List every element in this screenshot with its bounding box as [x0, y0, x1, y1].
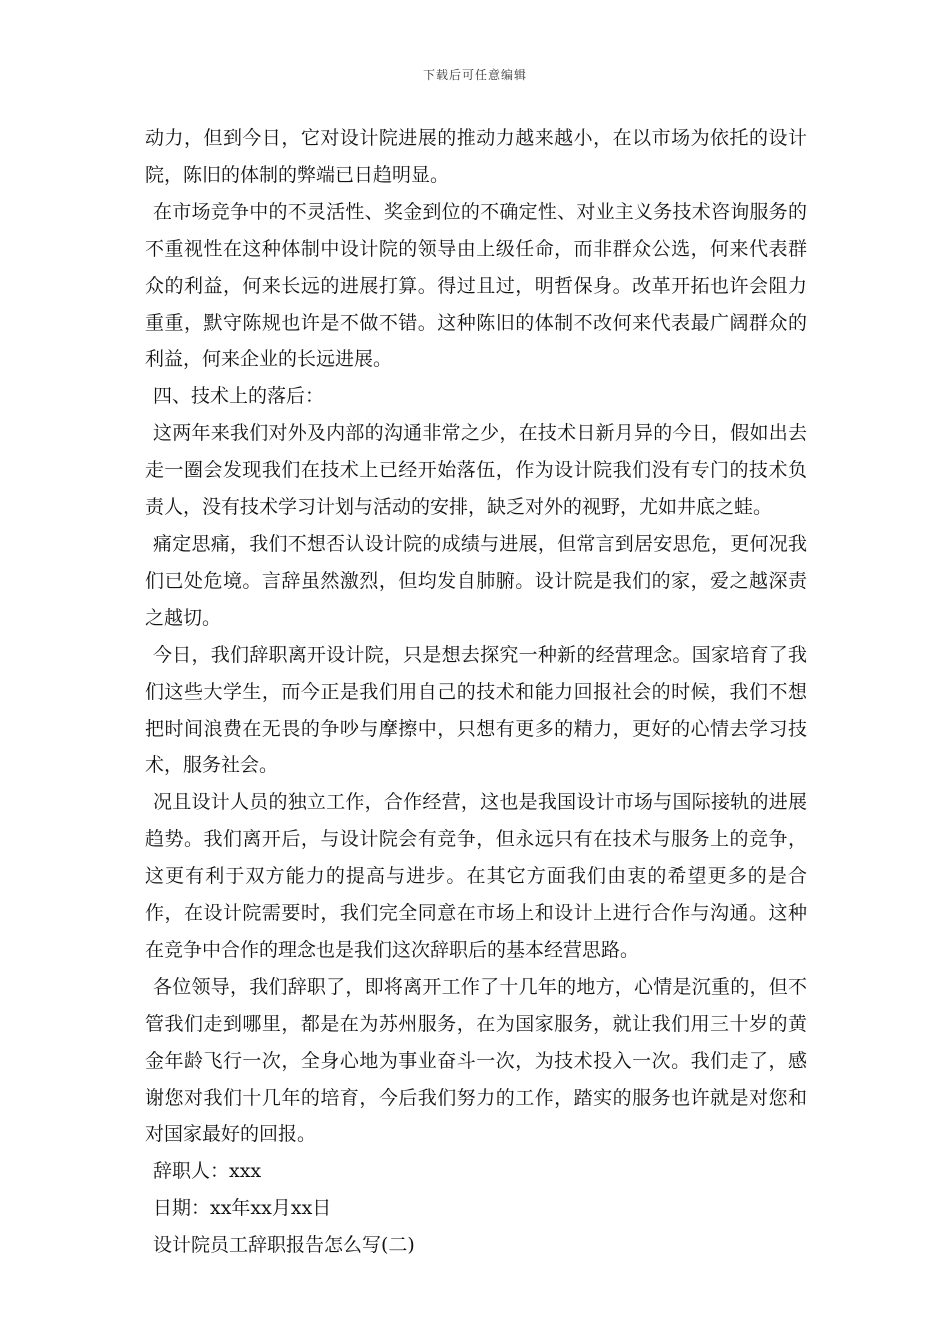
- signature-line: 辞职人：xxx: [153, 1160, 262, 1183]
- paragraph: 在市场竞争中的不灵活性、奖金到位的不确定性、对业主义务技术咨询服务的不重视性在这种体制中设计院的领导由上级任命，而非群众公选，何来代表群众的利益，何来长远的进展打算。得过且过，明哲保身。改革开拓也许会阻力重重，默守陈规也许是不做不错。这种陈旧的体制不改何来代表最广阔群众的利益，何来企业的长远进展。: [145, 200, 807, 371]
- paragraph: 今日，我们辞职离开设计院，只是想去探究一种新的经营理念。国家培育了我们这些大学生，而今正是我们用自己的技术和能力回报社会的时候，我们不想把时间浪费在无畏的争吵与摩擦中，只想有更多的精力，更好的心情去学习技术，服务社会。: [145, 643, 807, 777]
- document-body: [145, 120, 807, 1264]
- paragraph: 这两年来我们对外及内部的沟通非常之少，在技术日新月异的今日，假如出去走一圈会发现我们在技术上已经开始落伍，作为设计院我们没有专门的技术负责人，没有技术学习计划与活动的安排，缺乏对外的视野，尤如井底之蛙。: [145, 422, 807, 519]
- paragraph-continuation: 动力，但到今日，它对设计院进展的推动力越来越小，在以市场为依托的设计院，陈旧的体制的弊端已日趋明显。: [145, 127, 807, 186]
- paragraph: 各位领导，我们辞职了，即将离开工作了十几年的地方，心情是沉重的，但不管我们走到哪里，都是在为苏州服务，在为国家服务，就让我们用三十岁的黄金年龄飞行一次，全身心地为事业奋斗一次，为技术投入一次。我们走了，感谢您对我们十几年的培育，今后我们努力的工作，踏实的服务也许就是对您和对国家最好的回报。: [145, 975, 807, 1146]
- paragraph: 况且设计人员的独立工作，合作经营，这也是我国设计市场与国际接轨的进展趋势。我们离开后，与设计院会有竞争，但永远只有在技术与服务上的竞争，这更有利于双方能力的提高与进步。在其它方面我们由衷的希望更多的是合作，在设计院需要时，我们完全同意在市场上和设计上进行合作与沟通。这种在竞争中合作的理念也是我们这次辞职后的基本经营思路。: [145, 791, 807, 961]
- paragraph: 痛定思痛，我们不想否认设计院的成绩与进展，但常言到居安思危，更何况我们已处危境。言辞虽然激烈，但均发自肺腑。设计院是我们的家，爱之越深责之越切。: [145, 532, 807, 629]
- next-section-title: 设计院员工辞职报告怎么写(二): [153, 1234, 415, 1257]
- page-header: 下载后可任意编辑: [422, 68, 527, 82]
- section-heading: 四、技术上的落后：: [153, 385, 325, 408]
- date-line: 日期：xx年xx月xx日: [153, 1197, 332, 1220]
